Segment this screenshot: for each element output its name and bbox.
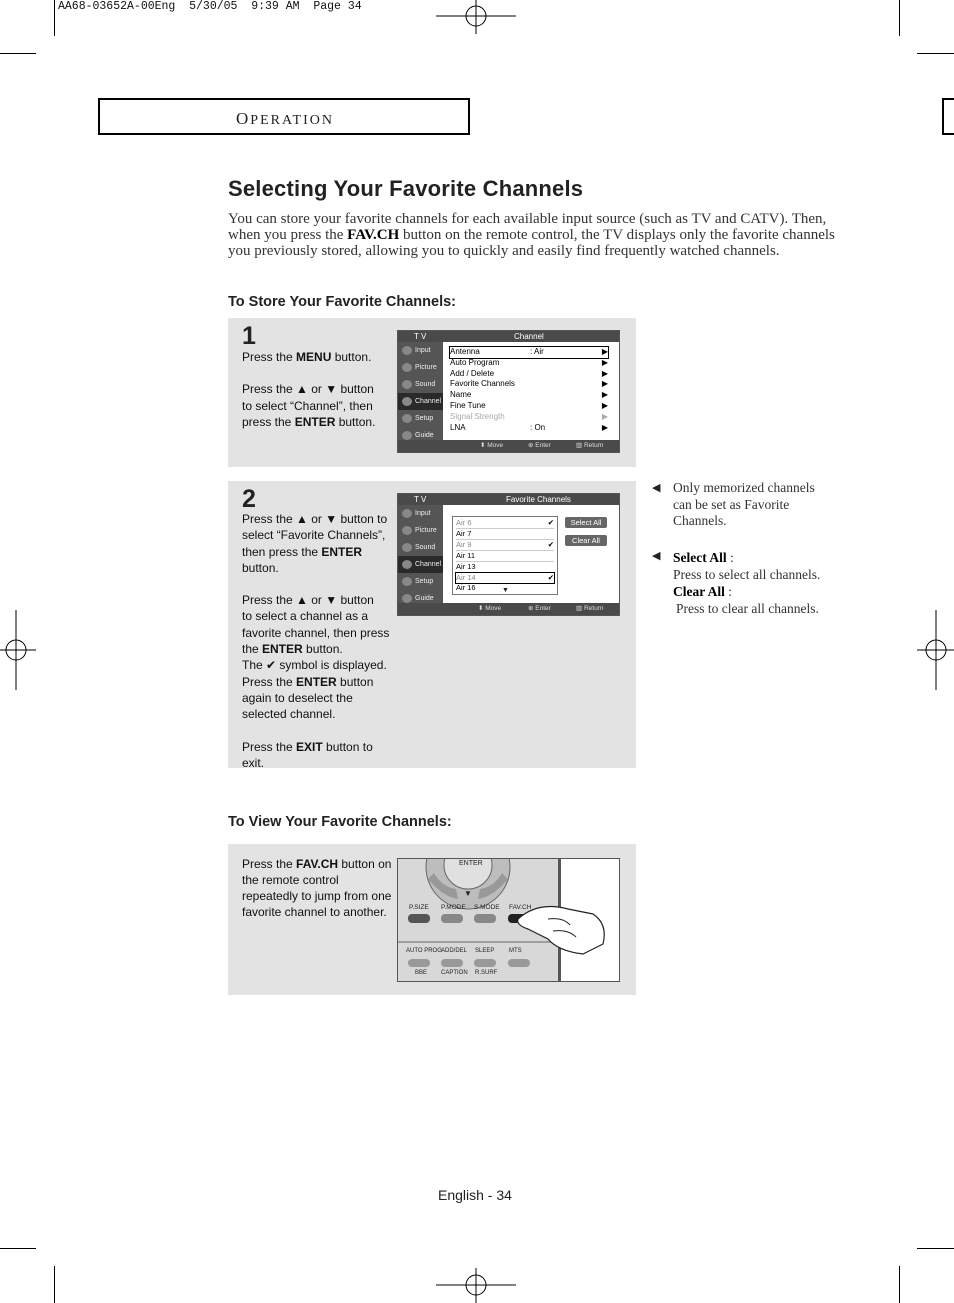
channel-row[interactable]: Air 9 ✔ xyxy=(456,540,554,549)
section-header xyxy=(98,98,470,135)
crop-mark xyxy=(917,1248,954,1249)
menu-item-add-delete[interactable]: Add / Delete ▶ xyxy=(450,368,608,378)
registration-mark-bottom xyxy=(436,1268,516,1303)
remote-label-sleep: SLEEP xyxy=(475,948,495,954)
osd-footer: ⬍ Move ⊕ Enter ▥ Return xyxy=(398,440,619,452)
osd-sidebar xyxy=(398,342,443,440)
sidebar-item-sound[interactable]: Sound xyxy=(398,376,443,393)
page-footer: English - 34 xyxy=(438,1187,512,1203)
registration-mark-right xyxy=(917,610,954,690)
psize-button[interactable] xyxy=(408,914,430,923)
sidebar-item-guide[interactable]: Guide xyxy=(398,427,443,444)
osd-title-bar: T V Channel xyxy=(398,331,619,342)
channel-menu-screen xyxy=(397,330,620,453)
sidebar-item-channel[interactable]: Channel xyxy=(398,393,443,410)
select-all-button[interactable]: Select All xyxy=(565,517,607,528)
channel-row[interactable]: Air 11 xyxy=(456,551,554,562)
menu-item-name[interactable]: Name ▶ xyxy=(450,390,608,400)
crop-mark xyxy=(917,53,954,54)
view-panel xyxy=(228,844,636,995)
crop-mark xyxy=(899,0,900,36)
clear-all-button[interactable]: Clear All xyxy=(565,535,607,546)
remote-label-autoprog: AUTO PROG xyxy=(406,948,442,954)
favch-button[interactable] xyxy=(508,914,530,923)
note-memorized: Only memorized channels can be set as Favorite Channels. xyxy=(673,480,815,528)
sidebar-item-guide[interactable]: Guide xyxy=(398,590,443,607)
step-2-panel xyxy=(228,481,636,768)
intro-paragraph: You can store your favorite channels for each available input source (such as TV and CATV). Then, when you press the FAV.CH button on the remote control, the TV displays only the favorite channels you previously stored, allowing you to quickly and easily find frequently watched channels. xyxy=(228,211,835,259)
remote-label-mts: MTS xyxy=(509,948,522,954)
osd-sidebar xyxy=(398,505,443,603)
enter-label: ENTER xyxy=(459,860,483,867)
down-arrow-icon: ▼ xyxy=(464,889,472,898)
view-heading: To View Your Favorite Channels: xyxy=(228,814,452,830)
channel-row[interactable]: Air 6 ✔ xyxy=(456,518,554,527)
sidebar-item-picture[interactable]: Picture xyxy=(398,522,443,539)
step-1-panel xyxy=(228,318,636,467)
remote-label-smode: S.MODE xyxy=(474,904,500,911)
remote-label-pmode: P.MODE xyxy=(441,904,466,911)
note-bullet-icon: ◀ xyxy=(652,550,661,562)
osd-title-bar: T V Favorite Channels xyxy=(398,494,619,505)
channel-menu-list xyxy=(450,347,608,433)
remote-label-adddel: ADD/DEL xyxy=(441,948,468,954)
menu-item-auto-program[interactable]: Auto Program ▶ xyxy=(450,357,608,367)
remote-illustration xyxy=(397,858,620,982)
sidebar-item-input[interactable]: Input xyxy=(398,505,443,522)
sidebar-item-setup[interactable]: Setup xyxy=(398,410,443,427)
crop-mark xyxy=(899,1266,900,1303)
scroll-down-icon[interactable]: ▼ xyxy=(502,587,509,594)
registration-mark-left xyxy=(0,610,36,690)
sidebar-item-picture[interactable]: Picture xyxy=(398,359,443,376)
crop-mark xyxy=(0,1248,36,1249)
remote-label-rsurf: R.SURF xyxy=(475,970,498,976)
remote-label-psize: P.SIZE xyxy=(409,904,429,911)
menu-item-signal-strength: Signal Strength ▶ xyxy=(450,411,608,421)
channel-row[interactable]: Air 16 xyxy=(456,583,476,592)
channel-row[interactable]: Air 13 xyxy=(456,562,554,573)
page-title: Selecting Your Favorite Channels xyxy=(228,176,584,201)
remote-label-bbe: BBE xyxy=(415,970,428,976)
favorite-channel-list xyxy=(452,516,558,595)
channel-row-selected[interactable]: Air 14 ✔ xyxy=(456,573,554,582)
remote-label-favch: FAV.CH xyxy=(509,904,532,911)
remote-label-caption: CAPTION xyxy=(441,970,468,976)
crop-mark xyxy=(54,0,55,36)
step-number: 2 xyxy=(242,485,256,513)
menu-item-lna[interactable]: LNA : On ▶ xyxy=(450,422,608,432)
sidebar-item-setup[interactable]: Setup xyxy=(398,573,443,590)
note-select-clear: Select All : Press to select all channels. Clear All : Press to clear all channels. xyxy=(673,550,821,616)
view-text: Press the FAV.CH button on the remote control repeatedly to jump from one favorite channel to another. xyxy=(242,857,392,919)
favorite-channels-screen xyxy=(397,493,620,616)
osd-footer: ⬍ Move ⊕ Enter ▥ Return xyxy=(398,603,619,615)
store-heading: To Store Your Favorite Channels: xyxy=(228,294,457,310)
print-info: AA68-03652A-00Eng 5/30/05 9:39 AM Page 34 xyxy=(58,0,362,13)
sidebar-item-sound[interactable]: Sound xyxy=(398,539,443,556)
crop-mark xyxy=(54,1266,55,1303)
sidebar-item-channel[interactable]: Channel xyxy=(398,556,443,573)
menu-item-antenna[interactable]: Antenna : Air ▶ xyxy=(450,347,608,356)
crop-mark xyxy=(0,53,36,54)
note-bullet-icon: ◀ xyxy=(652,482,661,494)
registration-mark-top xyxy=(436,0,516,34)
section-label: OPERATION xyxy=(236,109,334,128)
edge-tab xyxy=(942,98,954,135)
sidebar-item-input[interactable]: Input xyxy=(398,342,443,359)
step-2-text: Press the ▲ or ▼ button to select “Favorite Channels”, then press the ENTER button. Press the ▲ or ▼ button to select a channel as a favorite channel, then press the ENTER button. The ✔ symbol is displayed. Press the ENTER button again to deselect the selected channel. Press the EXIT button to exit. xyxy=(242,512,390,770)
step-number: 1 xyxy=(242,322,256,350)
channel-row[interactable]: Air 7 xyxy=(456,529,554,540)
step-1-text: Press the MENU button. Press the ▲ or ▼ button to select “Channel”, then press the ENTER button. xyxy=(242,350,376,429)
menu-item-fine-tune[interactable]: Fine Tune ▶ xyxy=(450,400,608,410)
menu-item-favorite-channels[interactable]: Favorite Channels ▶ xyxy=(450,379,608,389)
